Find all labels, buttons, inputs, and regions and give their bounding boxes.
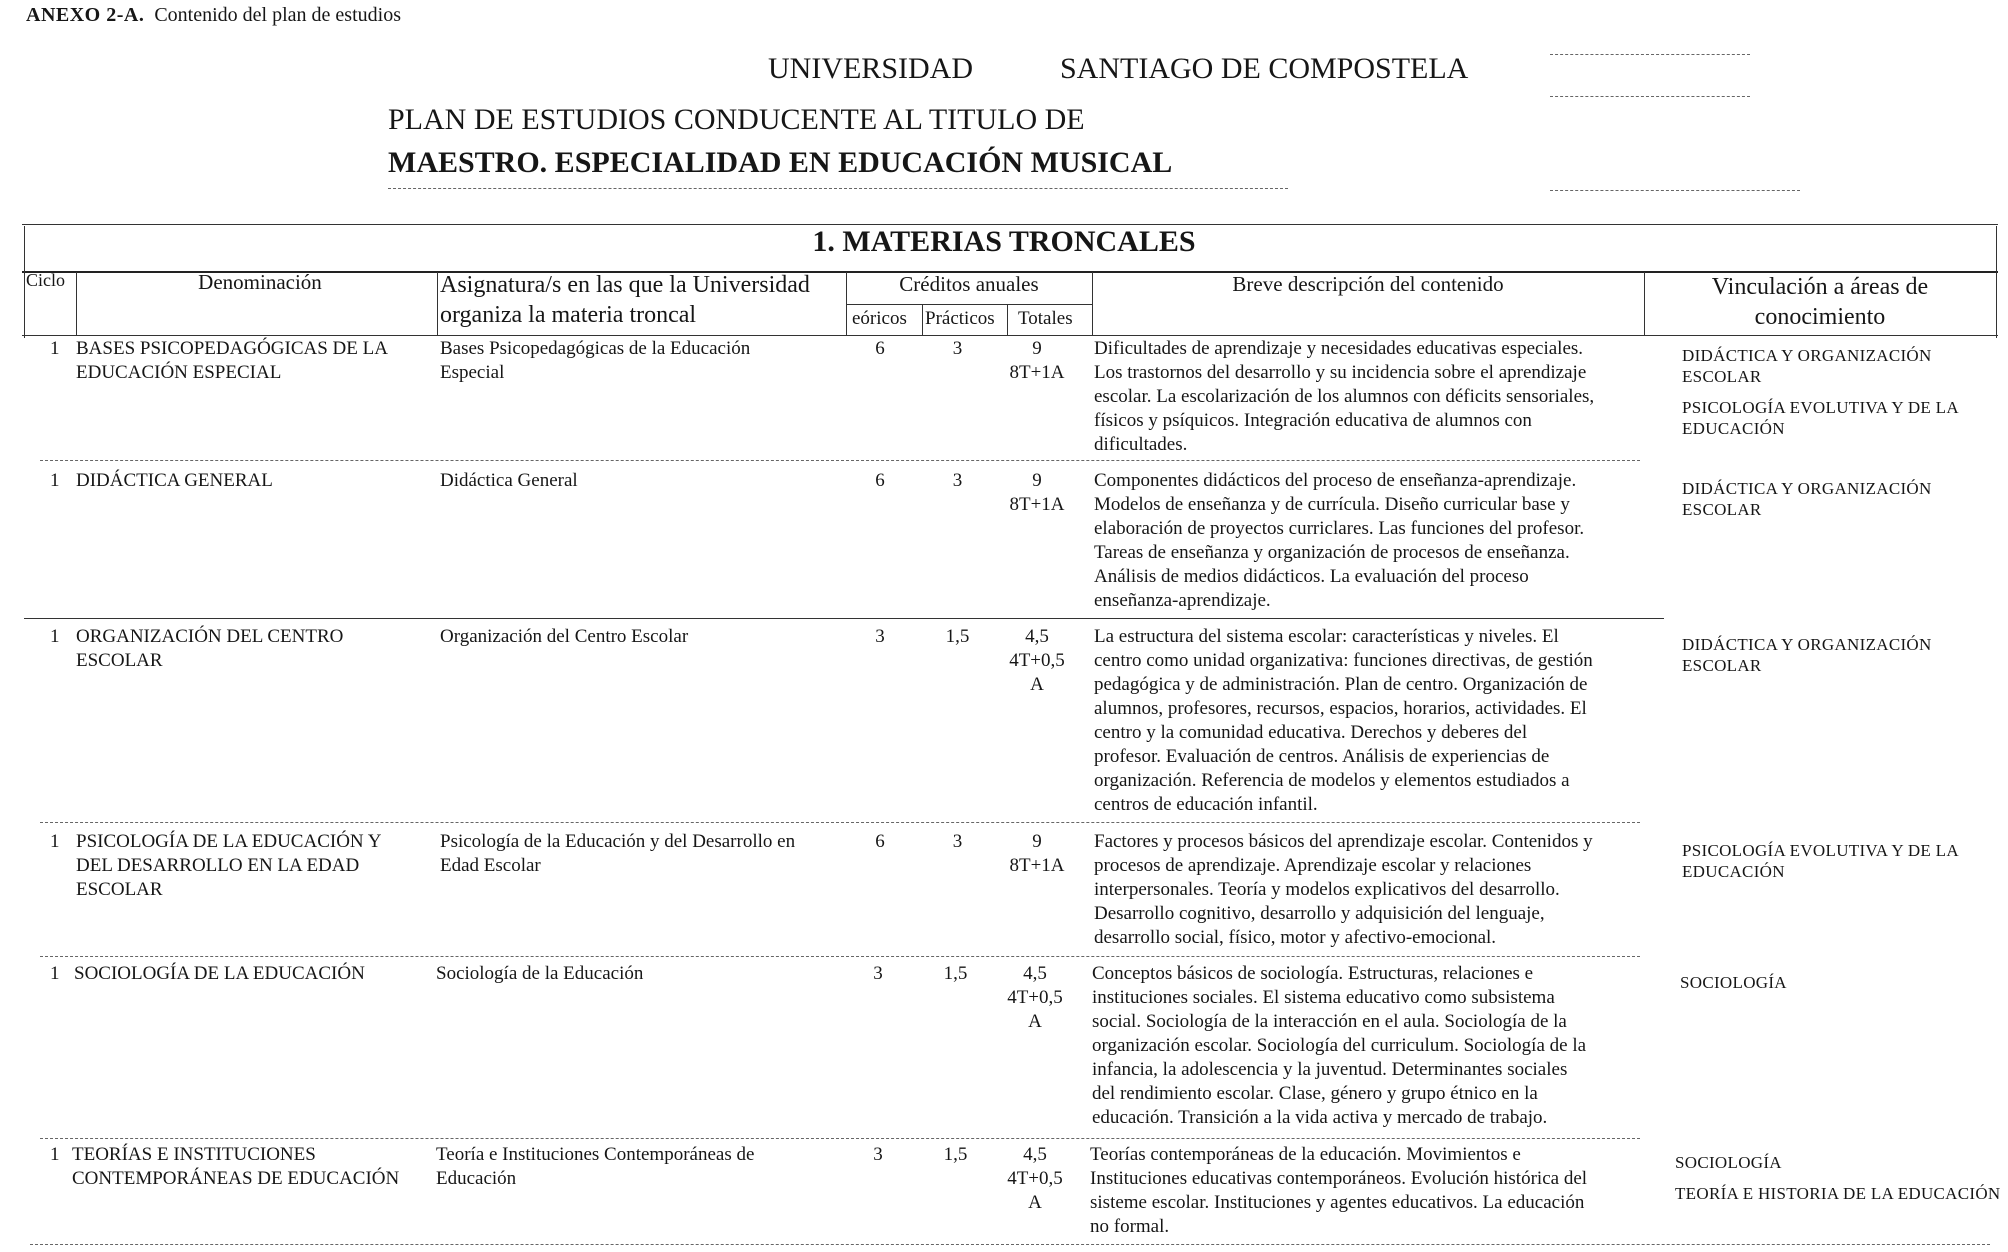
table-top-rule (22, 224, 1998, 225)
column-divider (76, 272, 77, 336)
col-header-vinculacion: Vinculación a áreas de conocimiento (1711, 274, 1929, 330)
section-title: 1. MATERIAS TRONCALES (812, 225, 1196, 258)
row-separator (40, 822, 1640, 823)
row-teoricos: 3 (875, 626, 885, 647)
row-teoricos: 3 (873, 963, 883, 984)
row-vinculacion (1675, 1152, 2005, 1214)
row-asignatura: Organización del Centro Escolar (440, 626, 689, 647)
row-ciclo: 1 (50, 963, 60, 984)
table-header-bottom-rule (22, 335, 1998, 336)
row-asignatura: Psicología de la Educación y del Desarrollo en Edad Escolar (440, 831, 796, 876)
row-vinculacion (1682, 478, 1982, 530)
vinculacion-area: PSICOLOGÍA EVOLUTIVA Y DE LA EDUCACIÓN (1682, 841, 1959, 881)
row-practicos: 1,5 (945, 626, 970, 647)
row-asignatura: Sociología de la Educación (436, 963, 644, 984)
row-practicos: 1,5 (943, 963, 968, 984)
row-vinculacion (1682, 840, 1982, 892)
plan-title: PLAN DE ESTUDIOS CONDUCENTE AL TITULO DE (388, 103, 1085, 136)
row-totales: 4,5 4T+0,5 A (1009, 626, 1065, 695)
annex-heading (26, 4, 401, 27)
table-right-border (1996, 226, 1997, 338)
row-totales: 9 8T+1A (1009, 831, 1065, 876)
row-descripcion: Dificultades de aprendizaje y necesidades educativas especiales. Los trastornos del desarrollo y su incidencia sobre el aprendizaje escolar. La escolarización de los alumnos con déficits sensoriales, físicos y psíquicos. Integración educativa de alumnos con dificultades. (1094, 338, 1595, 455)
header-rule (1550, 190, 1800, 191)
row-ciclo: 1 (50, 626, 60, 647)
vinculacion-area: TEORÍA E HISTORIA DE LA EDUCACIÓN (1675, 1184, 2001, 1203)
universidad-name: SANTIAGO DE COMPOSTELA (1060, 52, 1469, 85)
row-separator (40, 460, 1640, 461)
col-header-creditos: Créditos anuales (899, 272, 1039, 296)
row-denominacion: BASES PSICOPEDAGÓGICAS DE LA EDUCACIÓN ESPECIAL (76, 338, 388, 383)
vinculacion-area: DIDÁCTICA Y ORGANIZACIÓN ESCOLAR (1682, 635, 1932, 675)
header-rule (1550, 96, 1750, 97)
header-rule (1550, 54, 1750, 55)
col-header-asignatura: Asignatura/s en las que la Universidad organiza la materia troncal (440, 272, 810, 328)
table-bottom-rule (30, 1244, 1990, 1245)
row-descripcion: Teorías contemporáneas de la educación. Movimientos e Instituciones educativas contemporáneos. Evolución histórica del sisteme escolar. Instituciones y agentes educativos. La educación no formal. (1090, 1144, 1588, 1237)
row-separator (40, 956, 1640, 957)
row-practicos: 1,5 (943, 1144, 968, 1165)
row-separator (40, 1138, 1640, 1139)
row-vinculacion (1682, 634, 1982, 686)
annex-text: Contenido del plan de estudios (154, 4, 401, 26)
row-asignatura: Didáctica General (440, 470, 578, 491)
vinculacion-area: SOCIOLOGÍA (1675, 1153, 1782, 1172)
annex-label: ANEXO 2-A. (26, 4, 145, 26)
row-denominacion: TEORÍAS E INSTITUCIONES CONTEMPORÁNEAS DE EDUCACIÓN (72, 1144, 400, 1189)
row-totales: 4,5 4T+0,5 A (1007, 963, 1063, 1032)
row-practicos: 3 (952, 470, 963, 491)
vinculacion-area: DIDÁCTICA Y ORGANIZACIÓN ESCOLAR (1682, 479, 1932, 519)
vinculacion-area: DIDÁCTICA Y ORGANIZACIÓN ESCOLAR (1682, 346, 1932, 386)
row-vinculacion (1682, 345, 1982, 449)
row-ciclo: 1 (50, 338, 60, 359)
row-asignatura: Teoría e Instituciones Contemporáneas de Educación (436, 1144, 755, 1189)
row-descripcion: Conceptos básicos de sociología. Estructuras, relaciones e instituciones sociales. El sistema educativo como subsistema social. Sociología de la interacción en el aula. Sociología de la organización escolar. Sociología del curriculum. Sociología de la infancia, la adolescencia y la juventud. Determinantes sociales del rendimiento escolar. Clase, género y grupo étnico en la educación. Transición a la vida activa y mercado de trabajo. (1092, 963, 1587, 1128)
row-ciclo: 1 (50, 470, 60, 491)
row-teoricos: 3 (873, 1144, 883, 1165)
column-divider (1644, 272, 1645, 336)
col-header-teoricos: eóricos (852, 308, 907, 329)
col-header-ciclo: Ciclo (26, 270, 65, 290)
row-denominacion: DIDÁCTICA GENERAL (76, 470, 273, 491)
row-ciclo: 1 (50, 831, 60, 852)
header-rule (388, 188, 1288, 189)
column-divider (922, 304, 923, 336)
table-left-border (24, 226, 25, 338)
row-denominacion: PSICOLOGÍA DE LA EDUCACIÓN Y DEL DESARROLLO EN LA EDAD ESCOLAR (76, 831, 382, 900)
degree-title: MAESTRO. ESPECIALIDAD EN EDUCACIÓN MUSICAL (388, 146, 1173, 179)
row-vinculacion (1680, 972, 1980, 1003)
row-teoricos: 6 (875, 470, 885, 491)
creditos-subheader-rule (846, 304, 1092, 305)
column-divider (437, 272, 438, 336)
row-ciclo: 1 (50, 1144, 60, 1165)
row-descripcion: Componentes didácticos del proceso de enseñanza-aprendizaje. Modelos de enseñanza y de currícula. Diseño curricular base y elaboración de proyectos curriclares. Las funciones del profesor. Tareas de enseñanza y organización de procesos de enseñanza. Análisis de medios didácticos. La evaluación del proceso enseñanza-aprendizaje. (1094, 470, 1585, 611)
vinculacion-area: PSICOLOGÍA EVOLUTIVA Y DE LA EDUCACIÓN (1682, 398, 1959, 438)
row-totales: 9 8T+1A (1009, 470, 1065, 515)
row-practicos: 3 (952, 831, 963, 852)
row-practicos: 3 (952, 338, 963, 359)
col-header-descripcion: Breve descripción del contenido (1232, 272, 1504, 296)
row-totales: 9 8T+1A (1009, 338, 1065, 383)
column-divider (1007, 304, 1008, 336)
row-teoricos: 6 (875, 338, 885, 359)
col-header-totales: Totales (1018, 308, 1073, 329)
row-asignatura: Bases Psicopedagógicas de la Educación Especial (440, 338, 751, 383)
row-totales: 4,5 4T+0,5 A (1007, 1144, 1063, 1213)
row-descripcion: Factores y procesos básicos del aprendizaje escolar. Contenidos y procesos de aprendizaje. Aprendizaje escolar y relaciones interpersonales. Teoría y modelos explicativos del desarrollo. Desarrollo cognitivo, desarrollo y adquisición del lenguaje, desarrollo social, físico, motor y afectivo-emocional. (1094, 831, 1593, 948)
row-denominacion: SOCIOLOGÍA DE LA EDUCACIÓN (74, 963, 365, 984)
universidad-label: UNIVERSIDAD (768, 52, 973, 85)
row-separator (24, 618, 1664, 619)
vinculacion-area: SOCIOLOGÍA (1680, 973, 1787, 992)
row-descripcion: La estructura del sistema escolar: características y niveles. El centro como unidad organizativa: funciones directivas, de gestión pedagógica y de administración. Plan de centro. Organización de alumnos, profesores, recursos, espacios, horarios, actividades. El centro y la comunidad educativa. Derechos y deberes del profesor. Evaluación de centros. Análisis de experiencias de organización. Referencia de modelos y elementos estudiados a centros de educación infantil. (1094, 626, 1593, 815)
col-header-practicos: Prácticos (925, 308, 995, 329)
row-denominacion: ORGANIZACIÓN DEL CENTRO ESCOLAR (76, 626, 344, 671)
row-teoricos: 6 (875, 831, 885, 852)
col-header-denominacion: Denominación (198, 270, 322, 294)
